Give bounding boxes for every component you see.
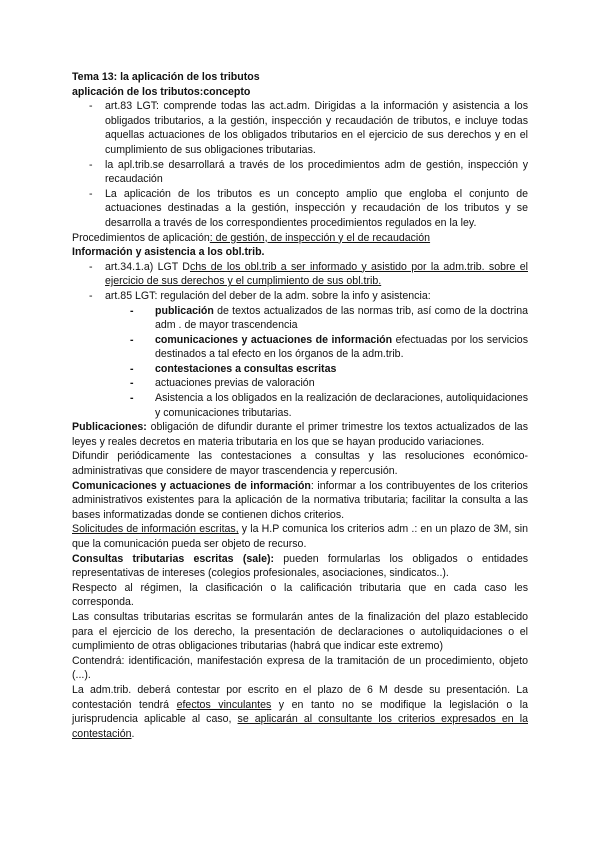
- regimen-paragraph: Respecto al régimen, la clasificación o la calificación tributaria que en cada caso les corresponda.: [72, 581, 528, 609]
- concept-list: [72, 99, 528, 230]
- document-title: Tema 13: la aplicación de los tributos: [72, 71, 260, 83]
- info-list: [72, 260, 528, 304]
- list-item: - La aplicación de los tributos es un concepto amplio que engloba el conjunto de actuaciones destinadas a la gestión, inspección y recaudación de los tributos y se desarrolla a través de los correspondientes procedimientos regulados en la ley.: [72, 187, 528, 231]
- consultas-paragraph: Consultas tributarias escritas (sale): pueden formularlas los obligados o entidades representativas de intereses (colegios profesionales, asociaciones, sindicatos..).: [72, 552, 529, 580]
- procedures-line: Procedimientos de aplicación: de gestión, de inspección y el de recaudación: [72, 231, 431, 244]
- contendra-paragraph: Contendrá: identificación, manifestación expresa de la tramitación de un procedimiento, objeto (...).: [72, 654, 528, 682]
- plazo-paragraph: Las consultas tributarias escritas se formularán antes de la finalización del plazo establecido para el ejercicio de los derecho, la presentación de declaraciones o autoliquidaciones o el cumplimiento de otras obligaciones tributarias (habrá que indicar este extremo): [72, 610, 528, 653]
- sub-list-item: - comunicaciones y actuaciones de información efectuadas por los servicios destinados a tal efecto en los órganos de la adm.trib.: [72, 333, 528, 362]
- sub-list-item: - Asistencia a los obligados en la realización de declaraciones, autoliquidaciones y comunicaciones tributarias.: [72, 391, 528, 420]
- info-heading: Información y asistencia a los obl.trib.: [72, 246, 265, 259]
- contestacion-paragraph: La adm.trib. deberá contestar por escrito en el plazo de 6 M desde su presentación. La contestación tendrá efectos vinculantes y en tanto no se modifique la legislación o la jurisprudencia aplicable al caso, se aplicarán al consultante los criterios expresados en la contestación.: [72, 683, 528, 740]
- document-page: [72, 70, 528, 741]
- comunicaciones-paragraph: Comunicaciones y actuaciones de información: informar a los contribuyentes de los criterios administrativos existentes para la aplicación de la normativa tributaria; facilitar la consulta a las bases informatizadas donde se contienen dichos criterios.: [72, 479, 528, 521]
- concept-heading: aplicación de los tributos:concepto: [72, 85, 251, 98]
- difundir-paragraph: Difundir periódicamente las contestaciones a consultas y las resoluciones económico-administrativas que considere de mayor trascendencia y repercusión.: [72, 450, 528, 478]
- solicitudes-paragraph: Solicitudes de información escritas, y la H.P comunica los criterios adm .: en un plazo de 3M, sin que la comunicación pueda ser objeto de recurso.: [72, 523, 529, 550]
- sub-list: [72, 304, 528, 421]
- sub-list-item: - publicación de textos actualizados de las normas trib, así como de la doctrina adm . de mayor trascendencia: [72, 304, 528, 333]
- list-item: - la apl.trib.se desarrollará a través de los procedimientos adm de gestión, inspección y recaudación: [72, 158, 528, 187]
- sub-list-item: - contestaciones a consultas escritas: [72, 362, 528, 377]
- publicaciones-paragraph: Publicaciones: obligación de difundir durante el primer trimestre los textos actualizados de las leyes y reales decretos en materia tributaria en los que se hayan producido variaciones.: [72, 421, 528, 448]
- list-item: - art.34.1.a) LGT Dchs de los obl.trib a ser informado y asistido por la adm.trib. sobre el ejercicio de sus derechos y el cumplimiento de sus obl.trib.: [72, 260, 528, 289]
- sub-list-item: - actuaciones previas de valoración: [72, 376, 528, 391]
- list-item: - art.85 LGT: regulación del deber de la adm. sobre la info y asistencia:: [72, 289, 528, 304]
- list-item: - art.83 LGT: comprende todas las act.adm. Dirigidas a la información y asistencia a los obligados tributarios, a la gestión, inspección y recaudación de tributos, e incluye todas aquellas actuaciones de los obligados tributarios en el ejercicio de sus derechos y en el cumplimiento de sus obligaciones tributarias.: [72, 99, 528, 157]
